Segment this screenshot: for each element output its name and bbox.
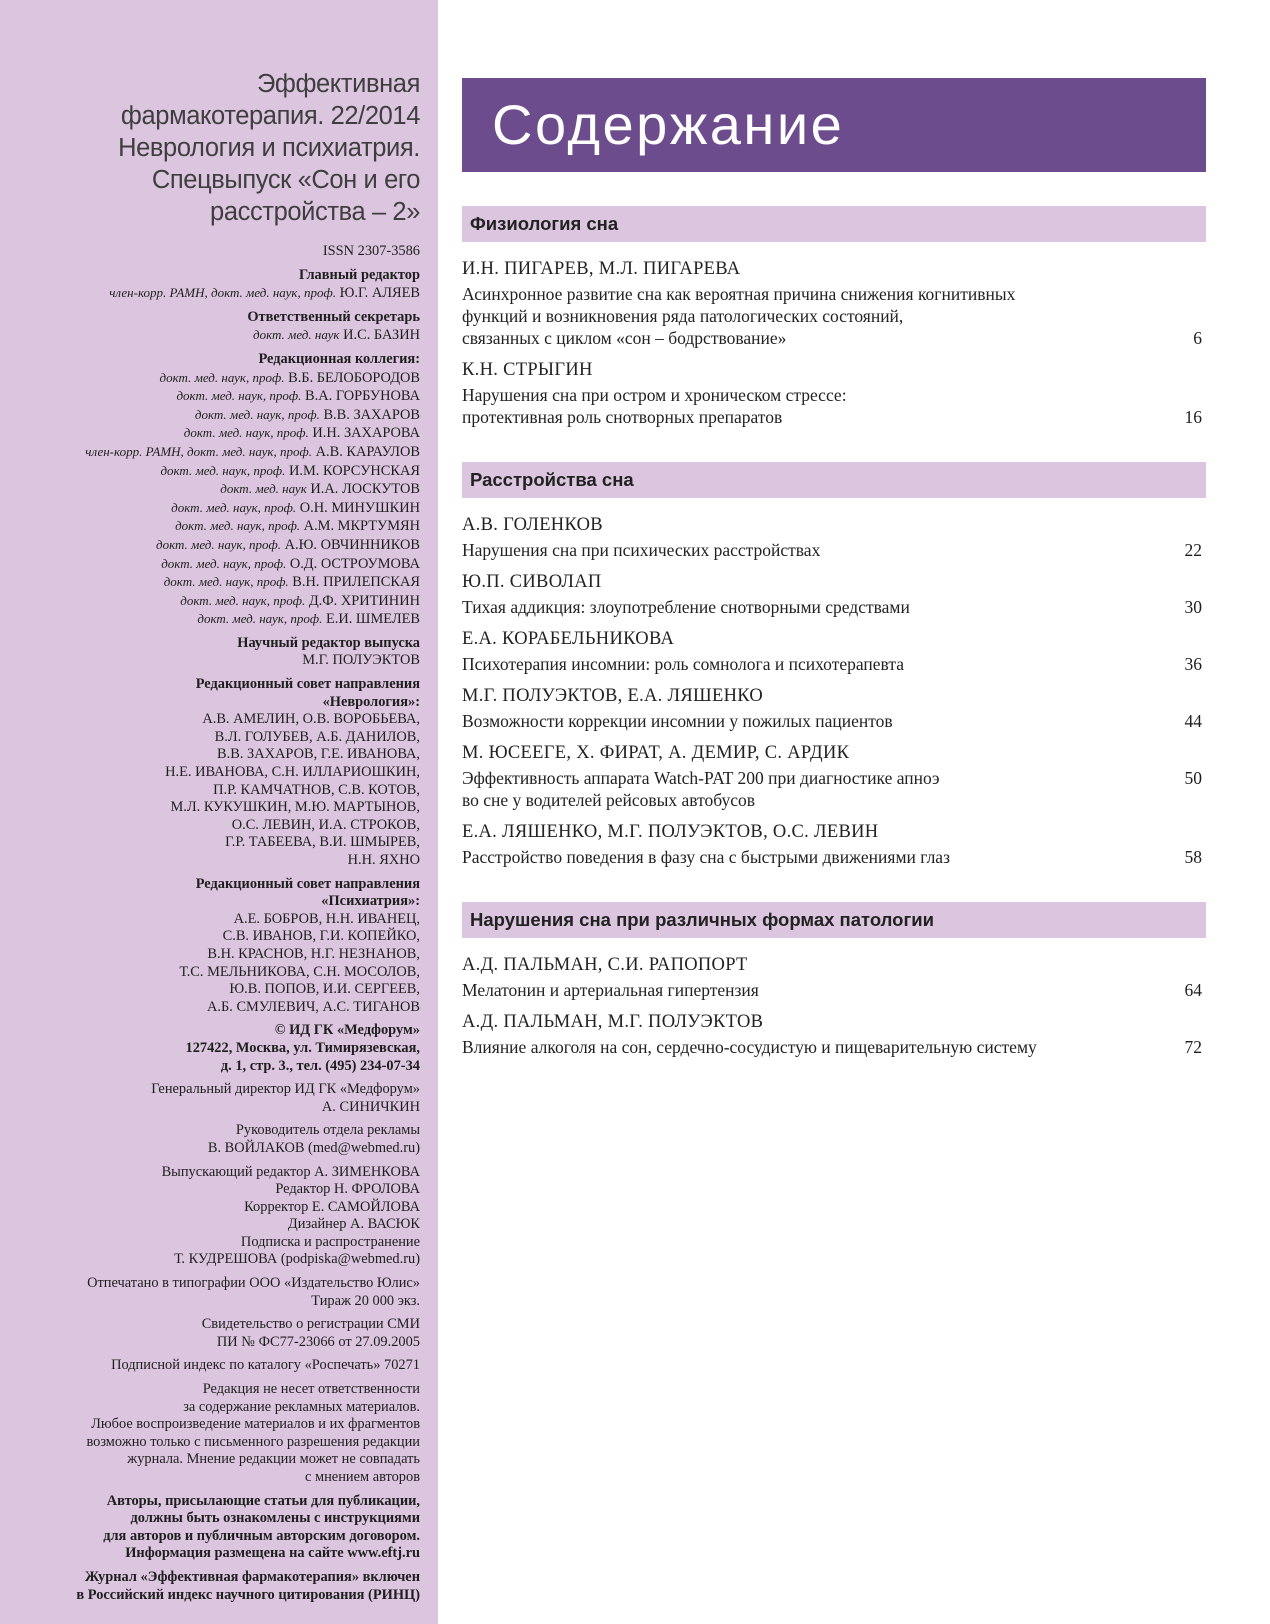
toc-entry-title-line: Эффективность аппарата Watch-PAT 200 при диагностике апноэ [462,768,940,788]
masthead-person [20,284,420,303]
neuro-council-members: А.В. АМЕЛИН, О.В. ВОРОБЬЕВА, [202,711,420,728]
masthead-block [20,351,420,629]
contents-page [462,78,1206,1066]
masthead-person [20,326,420,345]
issn: ISSN 2307-3586 [322,243,420,259]
toc-entry-title-line: Расстройство поведения в фазу сна с быстрыми движениями глаз [462,847,950,867]
masthead-block [20,1122,420,1157]
toc-entry-page: 22 [1184,540,1202,560]
toc-entry-page: 6 [1193,328,1202,348]
masthead-sidebar [0,0,438,1624]
toc-entry-title [462,710,1122,732]
science-editor-name: М.Г. ПОЛУЭКТОВ [302,652,420,669]
person-credentials: докт. мед. наук, проф. [176,388,302,404]
neuro-council-label: Редакционный совет направления [195,676,420,693]
toc-entry-page: 30 [1184,597,1202,617]
disclaimer: Редакция не несет ответственности [202,1381,420,1398]
registration-info: ПИ № ФС77-23066 от 27.09.2005 [216,1333,420,1350]
toc-entry-title [462,846,1122,868]
contents-heading: Содержание [462,78,1206,172]
neuro-council-members: Н.Е. ИВАНОВА, С.Н. ИЛЛАРИОШКИН, [165,764,420,781]
person-credentials: докт. мед. наук, проф. [197,611,323,627]
toc-entry[interactable] [462,626,1206,675]
masthead-block [20,1316,420,1351]
person-credentials: докт. мед. наук, проф. [160,462,286,478]
toc-entry-page: 64 [1184,980,1202,1000]
masthead-person [20,536,420,555]
neuro-council-members: П.Р. КАМЧАТНОВ, С.В. КОТОВ, [213,781,420,798]
toc-section [462,206,1206,428]
toc-section-title: Расстройства сна [462,462,1206,498]
toc-entry[interactable] [462,357,1206,428]
masthead-person [20,517,420,536]
masthead-block [20,635,420,670]
person-credentials: докт. мед. наук, проф. [163,574,289,590]
journal-title-line: Эффективная [256,70,420,98]
person-name: И.М. КОРСУНСКАЯ [289,462,420,479]
chief-editor-label: Главный редактор [298,266,420,283]
neuro-council-label: «Неврология»: [322,693,420,710]
person-name: А.Ю. ОВЧИННИКОВ [284,536,420,553]
toc-entry-title [462,979,1122,1001]
neuro-council-members: Н.Н. ЯХНО [347,852,420,868]
toc-entry-title [462,1036,1122,1058]
toc-entry[interactable] [462,256,1206,349]
person-credentials: докт. мед. наук, проф. [161,555,287,571]
psych-council-label: Редакционный совет направления [195,875,420,892]
person-name: О.Д. ОСТРОУМОВА [289,555,420,572]
masthead-person [20,573,420,592]
psych-council-members: С.В. ИВАНОВ, Г.И. КОПЕЙКО, [222,928,420,945]
masthead-block [20,876,420,1017]
person-name: И.Н. ЗАХАРОВА [312,425,420,442]
staff-info: Корректор Е. САМОЙЛОВА [244,1198,420,1215]
toc-entry-title-line: Влияние алкоголя на сон, сердечно-сосудистую и пищеварительную систему [462,1037,1037,1057]
toc-entry-title-line: связанных с циклом «сон – бодрствование» [462,328,787,348]
toc-entry[interactable] [462,512,1206,561]
toc-entry-title-line: Психотерапия инсомнии: роль сомнолога и психотерапевта [462,654,904,674]
toc-entry-page: 50 [1184,768,1202,788]
toc-entry-title-line: Нарушения сна при психических расстройствах [462,540,821,560]
staff-info: Т. КУДРЕШОВА (podpiska@webmed.ru) [174,1251,420,1268]
toc-entry-title [462,596,1122,618]
person-credentials: член-корр. РАМН, докт. мед. наук, проф. [109,285,336,301]
person-name: И.С. БАЗИН [343,327,420,344]
toc-entry-authors: Ю.П. СИВОЛАП [462,572,602,592]
person-name: И.А. ЛОСКУТОВ [310,481,420,498]
person-name: В.Б. БЕЛОБОРОДОВ [288,369,420,386]
toc-entry-page: 16 [1184,407,1202,427]
neuro-council-members: Г.Р. ТАБЕЕВА, В.И. ШМЫРЕВ, [225,834,420,851]
staff-info: Подписка и распространение [240,1233,420,1250]
toc-entry-authors: А.Д. ПАЛЬМАН, М.Г. ПОЛУЭКТОВ [462,1012,764,1032]
print-info: Тираж 20 000 экз. [311,1292,420,1309]
toc-entry[interactable] [462,683,1206,732]
masthead-person [20,480,420,499]
staff-info: Редактор Н. ФРОЛОВА [275,1181,420,1198]
masthead-person [20,369,420,388]
person-name: Ю.Г. АЛЯЕВ [339,285,420,302]
authors-note: Авторы, присылающие статьи для публикации, [106,1492,420,1509]
masthead-person [20,610,420,629]
person-credentials: докт. мед. наук, проф. [194,406,320,422]
masthead-block [20,1357,420,1375]
toc-section [462,462,1206,868]
toc-entry-authors: А.В. ГОЛЕНКОВ [462,515,603,535]
disclaimer: Любое воспроизведение материалов и их фрагментов [91,1416,420,1433]
journal-title-line: расстройства – 2» [210,198,420,226]
index-note: в Российский индекс научного цитирования (РИНЦ) [76,1586,420,1603]
toc-section [462,902,1206,1058]
person-credentials: докт. мед. наук, проф. [183,425,309,441]
toc-entry-title-line: Возможности коррекции инсомнии у пожилых пациентов [462,711,893,731]
toc-entry-title [462,653,1122,675]
masthead-person [20,406,420,425]
masthead-block [20,1569,420,1604]
masthead-block [20,243,420,261]
masthead-block [20,309,420,345]
toc-entry[interactable] [462,569,1206,618]
toc-entry-title [462,384,1122,428]
person-credentials: докт. мед. наук, проф. [171,499,297,515]
masthead-block [20,676,420,870]
journal-title-line: Спецвыпуск «Сон и его [151,166,420,194]
person-credentials: докт. мед. наук, проф. [180,592,306,608]
toc-entry-authors: М. ЮСЕЕГЕ, Х. ФИРАТ, А. ДЕМИР, С. АРДИК [462,743,850,763]
psych-council-members: Ю.В. ПОПОВ, И.И. СЕРГЕЕВ, [229,981,420,998]
masthead-block [20,1381,420,1487]
psych-council-members: А.Е. БОБРОВ, Н.Н. ИВАНЕЦ, [233,910,420,927]
authors-note: Информация размещена на сайте www.eftj.ru [125,1545,420,1562]
ads-info: В. ВОЙЛАКОВ (med@webmed.ru) [207,1139,420,1156]
toc-entry-title-line: протективная роль снотворных препаратов [462,407,783,427]
print-info: Отпечатано в типографии ООО «Издательство Юлис» [87,1275,420,1292]
masthead-block [20,1081,420,1116]
neuro-council-members: М.Л. КУКУШКИН, М.Ю. МАРТЫНОВ, [170,799,420,816]
masthead-person [20,443,420,462]
disclaimer: журнала. Мнение редакции может не совпадать [127,1451,420,1468]
toc-entry-authors: К.Н. СТРЫГИН [462,360,593,380]
publisher-info: 127422, Москва, ул. Тимирязевская, [185,1039,420,1056]
toc-entry-page: 36 [1184,654,1202,674]
toc-entry[interactable] [462,1009,1206,1058]
masthead-block [20,1493,420,1563]
masthead-credits [20,243,420,1604]
toc-entry-title-line: Тихая аддикция: злоупотребление снотворными средствами [462,597,910,617]
masthead-person [20,387,420,406]
masthead-block [20,1022,420,1075]
neuro-council-members: О.С. ЛЕВИН, И.А. СТРОКОВ, [231,816,420,833]
toc-entry-authors: И.Н. ПИГАРЕВ, М.Л. ПИГАРЕВА [462,259,741,279]
disclaimer: с мнением авторов [305,1469,420,1485]
person-name: О.Н. МИНУШКИН [299,499,420,516]
toc-entry-title-line: во сне у водителей рейсовых автобусов [462,790,756,810]
person-name: Е.И. ШМЕЛЕВ [325,611,420,628]
person-credentials: докт. мед. наук, проф. [156,536,281,552]
neuro-council-members: В.В. ЗАХАРОВ, Г.Е. ИВАНОВА, [217,746,420,763]
person-name: Д.Ф. ХРИТИНИН [308,592,420,609]
director-info: Генеральный директор ИД ГК «Медфорум» [151,1081,420,1098]
toc-entry-authors: А.Д. ПАЛЬМАН, С.И. РАПОПОРТ [462,955,748,975]
journal-title-line: фармакотерапия. 22/2014 [120,102,420,130]
journal-title-line: Неврология и психиатрия. [118,134,420,162]
masthead-block [20,267,420,303]
toc-entry-title-line: функций и возникновения ряда патологических состояний, [462,306,904,326]
toc-entry[interactable] [462,740,1206,811]
disclaimer: возможно только с письменного разрешения редакции [86,1433,420,1450]
toc-entry-page: 72 [1184,1037,1202,1057]
director-info: А. СИНИЧКИН [321,1098,420,1115]
psych-council-members: А.Б. СМУЛЕВИЧ, А.С. ТИГАНОВ [207,998,420,1015]
registration-info: Свидетельство о регистрации СМИ [201,1316,420,1333]
toc-entry-page: 44 [1184,711,1202,731]
psych-council-members: В.Н. КРАСНОВ, Н.Г. НЕЗНАНОВ, [207,945,420,962]
toc-entry-authors: Е.А. КОРАБЕЛЬНИКОВА [462,629,675,649]
publisher-info: © ИД ГК «Медфорум» [274,1022,420,1039]
person-credentials: докт. мед. наук, проф. [159,369,285,385]
toc-entry-title [462,767,1122,811]
staff-info: Дизайнер А. ВАСЮК [287,1216,420,1233]
toc-entry-authors: М.Г. ПОЛУЭКТОВ, Е.А. ЛЯШЕНКО [462,686,764,706]
subscription-index: Подписной индекс по каталогу «Роспечать» 70271 [111,1357,420,1374]
masthead-person [20,592,420,611]
science-editor-label: Научный редактор выпуска [237,634,420,651]
person-name: В.А. ГОРБУНОВА [305,388,420,405]
contents-sections [462,206,1206,1058]
person-credentials: докт. мед. наук, проф. [175,518,301,534]
psych-council-members: Т.С. МЕЛЬНИКОВА, С.Н. МОСОЛОВ, [179,963,420,980]
publisher-info: д. 1, стр. 3., тел. (495) 234-07-34 [220,1057,420,1074]
toc-section-title: Нарушения сна при различных формах патологии [462,902,1206,938]
person-name: В.Н. ПРИЛЕПСКАЯ [292,574,420,591]
authors-note: для авторов и публичным авторским договором. [103,1527,420,1544]
toc-entry-title-line: Асинхронное развитие сна как вероятная причина снижения когнитивных [462,284,1016,304]
person-name: А.М. МКРТУМЯН [303,518,420,535]
index-note: Журнал «Эффективная фармакотерапия» включен [84,1568,420,1585]
toc-entry-title [462,539,1122,561]
toc-entry-title [462,283,1122,349]
neuro-council-members: В.Л. ГОЛУБЕВ, А.Б. ДАНИЛОВ, [214,728,420,745]
disclaimer: за содержание рекламных материалов. [183,1398,420,1415]
masthead-person [20,462,420,481]
psych-council-label: «Психиатрия»: [321,893,420,910]
toc-entry[interactable] [462,819,1206,868]
person-credentials: докт. мед. наук [253,327,340,343]
secretary-label: Ответственный секретарь [247,308,420,325]
toc-entry-authors: Е.А. ЛЯШЕНКО, М.Г. ПОЛУЭКТОВ, О.С. ЛЕВИН [462,822,879,842]
toc-entry-page: 58 [1184,847,1202,867]
staff-info: Выпускающий редактор А. ЗИМЕНКОВА [161,1163,420,1180]
masthead-person [20,555,420,574]
masthead-person [20,499,420,518]
authors-note: должны быть ознакомлены с инструкциями [130,1510,420,1527]
person-name: В.В. ЗАХАРОВ [323,406,420,423]
person-name: А.В. КАРАУЛОВ [315,443,420,460]
editorial-board-label: Редакционная коллегия: [258,350,420,367]
toc-entry[interactable] [462,952,1206,1001]
toc-entry-title-line: Нарушения сна при остром и хроническом стрессе: [462,385,847,405]
masthead-block [20,1164,420,1270]
ads-info: Руководитель отдела рекламы [235,1122,420,1139]
masthead-block [20,1275,420,1310]
toc-entry-title-line: Мелатонин и артериальная гипертензия [462,980,759,1000]
person-credentials: докт. мед. наук [220,481,307,497]
journal-title [20,68,420,228]
person-credentials: член-корр. РАМН, докт. мед. наук, проф. [85,443,312,459]
toc-section-title: Физиология сна [462,206,1206,242]
masthead-person [20,424,420,443]
